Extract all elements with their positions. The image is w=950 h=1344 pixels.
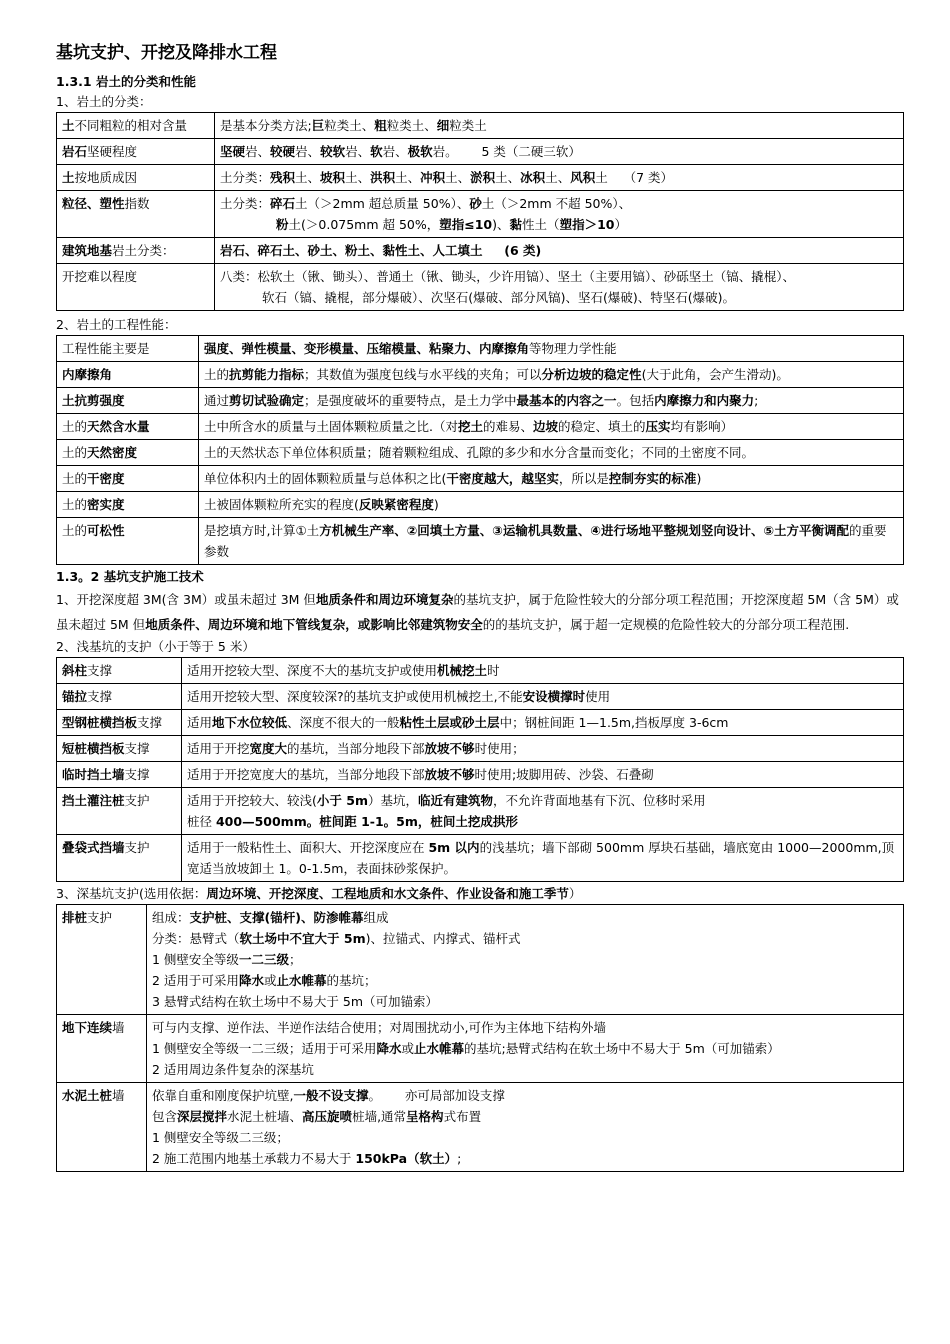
- table-row: [57, 518, 904, 565]
- row-value: [147, 1015, 904, 1083]
- row-value: [215, 191, 904, 238]
- row-label: 工程性能主要是: [57, 336, 199, 362]
- table-row: [57, 710, 904, 736]
- row-label: 土的密实度: [57, 492, 199, 518]
- table-row: [57, 336, 904, 362]
- row-value-line: 土中所含水的质量与土固体颗粒质量之比.（对挖土的难易、边坡的稳定、填土的压实均有影响）: [204, 419, 734, 434]
- row-value: [215, 238, 904, 264]
- engineering-properties-table: [56, 335, 904, 565]
- row-value: [199, 362, 904, 388]
- row-value: [199, 518, 904, 565]
- row-value-line: 粉土(＞0.075mm 超 50%，塑指≤10)、黏性土（塑指＞10）: [276, 217, 627, 232]
- row-label: 土不同粗粒的相对含量: [57, 113, 215, 139]
- engineering-properties-subtitle: 2、岩土的工程性能：: [56, 317, 177, 332]
- row-value-line: 包含深层搅拌水泥土桩墙、高压旋喷桩墙,通常呈格构式布置: [152, 1109, 482, 1124]
- row-value-line: 岩石、碎石土、砂土、粉土、黏性土、人工填土 (6 类): [220, 243, 542, 258]
- row-value-line: 通过剪切试验确定；是强度破坏的重要特点，是土力学中最基本的内容之一。包括内摩擦力和内聚力;: [204, 393, 759, 408]
- row-value: [182, 762, 904, 788]
- row-value-line: 依靠自重和刚度保护坑壁,一般不设支撑。 亦可局部加设支撑: [152, 1088, 505, 1103]
- table-row: [57, 113, 904, 139]
- row-value-line: 坚硬岩、较硬岩、较软岩、软岩、极软岩。 5 类（二硬三软）: [220, 144, 581, 159]
- row-value-line: 1 侧壁安全等级一二三级；: [152, 952, 302, 967]
- table-row: [57, 658, 904, 684]
- row-value: [182, 710, 904, 736]
- row-label: 开挖难以程度: [57, 264, 215, 311]
- row-value: [199, 414, 904, 440]
- section-1-3-1-heading: 1.3.1 岩土的分类和性能: [56, 74, 196, 89]
- row-value-line: 组成：支护桩、支撑(锚杆)、防渗帷幕组成: [152, 910, 389, 925]
- row-label: 粒径、塑性指数: [57, 191, 215, 238]
- row-value: [215, 139, 904, 165]
- row-label: 叠袋式挡墙支护: [57, 835, 182, 882]
- row-value-line: 适用于开挖较大、较浅(小于 5m）基坑，临近有建筑物，不允许背面地基有下沉、位移时采用: [187, 793, 706, 808]
- row-value: [182, 788, 904, 835]
- table-row: [57, 388, 904, 414]
- row-value-line: 是基本分类方法;巨粒类土、粗粒类土、细粒类土: [220, 118, 487, 133]
- table-row: [57, 835, 904, 882]
- row-value-line: 适用开挖较大型、深度不大的基坑支护或使用机械挖土时: [187, 663, 500, 678]
- row-value-line: 2 适用周边条件复杂的深基坑: [152, 1062, 314, 1077]
- row-label: 短桩横挡板支撑: [57, 736, 182, 762]
- row-value-line: 适用于开挖宽度大的基坑，当部分地段下部放坡不够时使用;坡脚用砖、沙袋、石叠砌: [187, 767, 654, 782]
- shallow-pit-support-table: [56, 657, 904, 882]
- row-value: [199, 466, 904, 492]
- table-row: [57, 165, 904, 191]
- row-label: 土按地质成因: [57, 165, 215, 191]
- row-value-line: 土分类：碎石土（＞2mm 超总质量 50%）、砂土（＞2mm 不超 50%）、: [220, 196, 632, 211]
- table-row: [57, 788, 904, 835]
- row-value: [215, 264, 904, 311]
- row-value-line: 适用于开挖宽度大的基坑，当部分地段下部放坡不够时使用；: [187, 741, 525, 756]
- table-row: [57, 492, 904, 518]
- row-value: [215, 165, 904, 191]
- row-label: 斜柱支撑: [57, 658, 182, 684]
- row-value: [182, 835, 904, 882]
- row-value: [199, 336, 904, 362]
- table-row: [57, 440, 904, 466]
- row-value: [182, 684, 904, 710]
- table-row: [57, 905, 904, 1015]
- row-value-line: 2 施工范围内地基土承载力不易大于 150kPa（软土）;: [152, 1151, 462, 1166]
- row-label: 锚拉支撑: [57, 684, 182, 710]
- row-value: [215, 113, 904, 139]
- row-value-line: 适用于一般粘性土、面积大、开挖深度应在 5m 以内的浅基坑；墙下部砌 500mm 厚块石基础，墙底宽由 1000—2000mm,顶宽适当放坡卸土 1。0-1.5m，表面抹砂浆保护。: [187, 840, 895, 876]
- table-row: [57, 736, 904, 762]
- row-value-line: 1 侧壁安全等级二三级；: [152, 1130, 289, 1145]
- section-1-3-2-heading: 1.3。2 基坑支护施工技术: [56, 569, 204, 584]
- row-label: 地下连续墙: [57, 1015, 147, 1083]
- table-row: [57, 684, 904, 710]
- row-value-line: 强度、弹性模量、变形模量、压缩模量、粘聚力、内摩擦角等物理力学性能: [204, 341, 617, 356]
- row-value: [147, 1083, 904, 1172]
- row-value-line: 2 适用于可采用降水或止水帷幕的基坑；: [152, 973, 377, 988]
- row-value-line: 软石（镐、撬棍，部分爆破）、次坚石(爆破、部分风镐)、坚石(爆破)、特坚石(爆破)。: [262, 290, 736, 305]
- table-row: [57, 1083, 904, 1172]
- row-value-line: 1 侧壁安全等级一二三级；适用于可采用降水或止水帷幕的基坑;悬臂式结构在软土场中不易大于 5m（可加锚索）: [152, 1041, 780, 1056]
- row-label: 土的天然含水量: [57, 414, 199, 440]
- row-value-line: 八类：松软土（锹、锄头）、普通土（锹、锄头，少许用镐）、坚土（主要用镐）、砂砾坚土（镐、撬棍）、: [220, 269, 796, 284]
- deep-pit-support-table: [56, 904, 904, 1172]
- table-row: [57, 238, 904, 264]
- row-value: [199, 440, 904, 466]
- table-row: [57, 264, 904, 311]
- row-value-line: 可与内支撑、逆作法、半逆作法结合使用；对周围扰动小,可作为主体地下结构外墙: [152, 1020, 606, 1035]
- shallow-pit-subtitle: 2、浅基坑的支护（小于等于 5 米）: [56, 639, 255, 654]
- row-value-line: 3 悬臂式结构在软土场中不易大于 5m（可加锚索）: [152, 994, 439, 1009]
- row-value: [199, 492, 904, 518]
- row-value-line: 是挖填方时,计算①土方机械生产率、②回填土方量、③运输机具数量、④进行场地平整规划竖向设计、⑤土方平衡调配的重要参数: [204, 523, 887, 559]
- table-row: [57, 466, 904, 492]
- row-label: 岩石坚硬程度: [57, 139, 215, 165]
- document-title: 基坑支护、开挖及降排水工程: [56, 43, 277, 63]
- row-value-line: 土的抗剪能力指标；其数值为强度包线与水平线的夹角；可以分析边坡的稳定性(大于此角，会产生滑动)。: [204, 367, 789, 382]
- row-label: 土抗剪强度: [57, 388, 199, 414]
- row-value-line: 适用地下水位较低、深度不很大的一般粘性土层或砂土层中；钢桩间距 1—1.5m,挡板厚度 3-6cm: [187, 715, 729, 730]
- row-label: 土的天然密度: [57, 440, 199, 466]
- rock-classification-subtitle: 1、岩土的分类：: [56, 94, 152, 109]
- row-value-line: 单位体积内土的固体颗粒质量与总体积之比(干密度越大，越坚实，所以是控制夯实的标准): [204, 471, 702, 486]
- row-value-line: 分类：悬臂式（软土场中不宜大于 5m)、拉锚式、内撑式、锚杆式: [152, 931, 521, 946]
- table-row: [57, 414, 904, 440]
- row-value: [147, 905, 904, 1015]
- row-label: 挡土灌注桩支护: [57, 788, 182, 835]
- table-row: [57, 1015, 904, 1083]
- table-row: [57, 191, 904, 238]
- row-value-line: 土的天然状态下单位体积质量；随着颗粒组成、孔隙的多少和水分含量而变化；不同的土密度不同。: [204, 445, 755, 460]
- row-value-line: 土被固体颗粒所充实的程度(反映紧密程度): [204, 497, 439, 512]
- danger-scope-paragraph: 1、开挖深度超 3M(含 3M）或虽未超过 3M 但地质条件和周边环境复杂的基坑支护，属于危险性较大的分部分项工程范围；开挖深度超 5M（含 5M）或虽未超过 5M 但地质条件、周边环境和地下管线复杂，或影响比邻建筑物安全的的基坑支护，属于超一定规模的危险性较大的分部分项工程范围.: [56, 592, 899, 632]
- row-label: 土的可松性: [57, 518, 199, 565]
- row-label: 排桩支护: [57, 905, 147, 1015]
- row-value: [182, 658, 904, 684]
- row-value: [199, 388, 904, 414]
- table-row: [57, 362, 904, 388]
- rock-classification-table: [56, 112, 904, 311]
- row-value: [182, 736, 904, 762]
- table-row: [57, 139, 904, 165]
- row-label: 内摩擦角: [57, 362, 199, 388]
- row-value-line: 桩径 400—500mm。桩间距 1-1。5m，桩间土挖成拱形: [187, 814, 518, 829]
- row-label: 水泥土桩墙: [57, 1083, 147, 1172]
- row-label: 建筑地基岩土分类：: [57, 238, 215, 264]
- row-label: 土的干密度: [57, 466, 199, 492]
- row-label: 临时挡土墙支撑: [57, 762, 182, 788]
- row-label: 型钢桩横挡板支撑: [57, 710, 182, 736]
- row-value-line: 土分类：残积土、坡积土、洪积土、冲积土、淤积土、冰积土、风积土 （7 类）: [220, 170, 674, 185]
- row-value-line: 适用开挖较大型、深度较深?的基坑支护或使用机械挖土,不能安设横撑时使用: [187, 689, 611, 704]
- table-row: [57, 762, 904, 788]
- document-page: [56, 40, 904, 1172]
- deep-pit-subtitle: 3、深基坑支护(选用依据：周边环境、开挖深度、工程地质和水文条件、作业设备和施工季节）: [56, 886, 582, 901]
